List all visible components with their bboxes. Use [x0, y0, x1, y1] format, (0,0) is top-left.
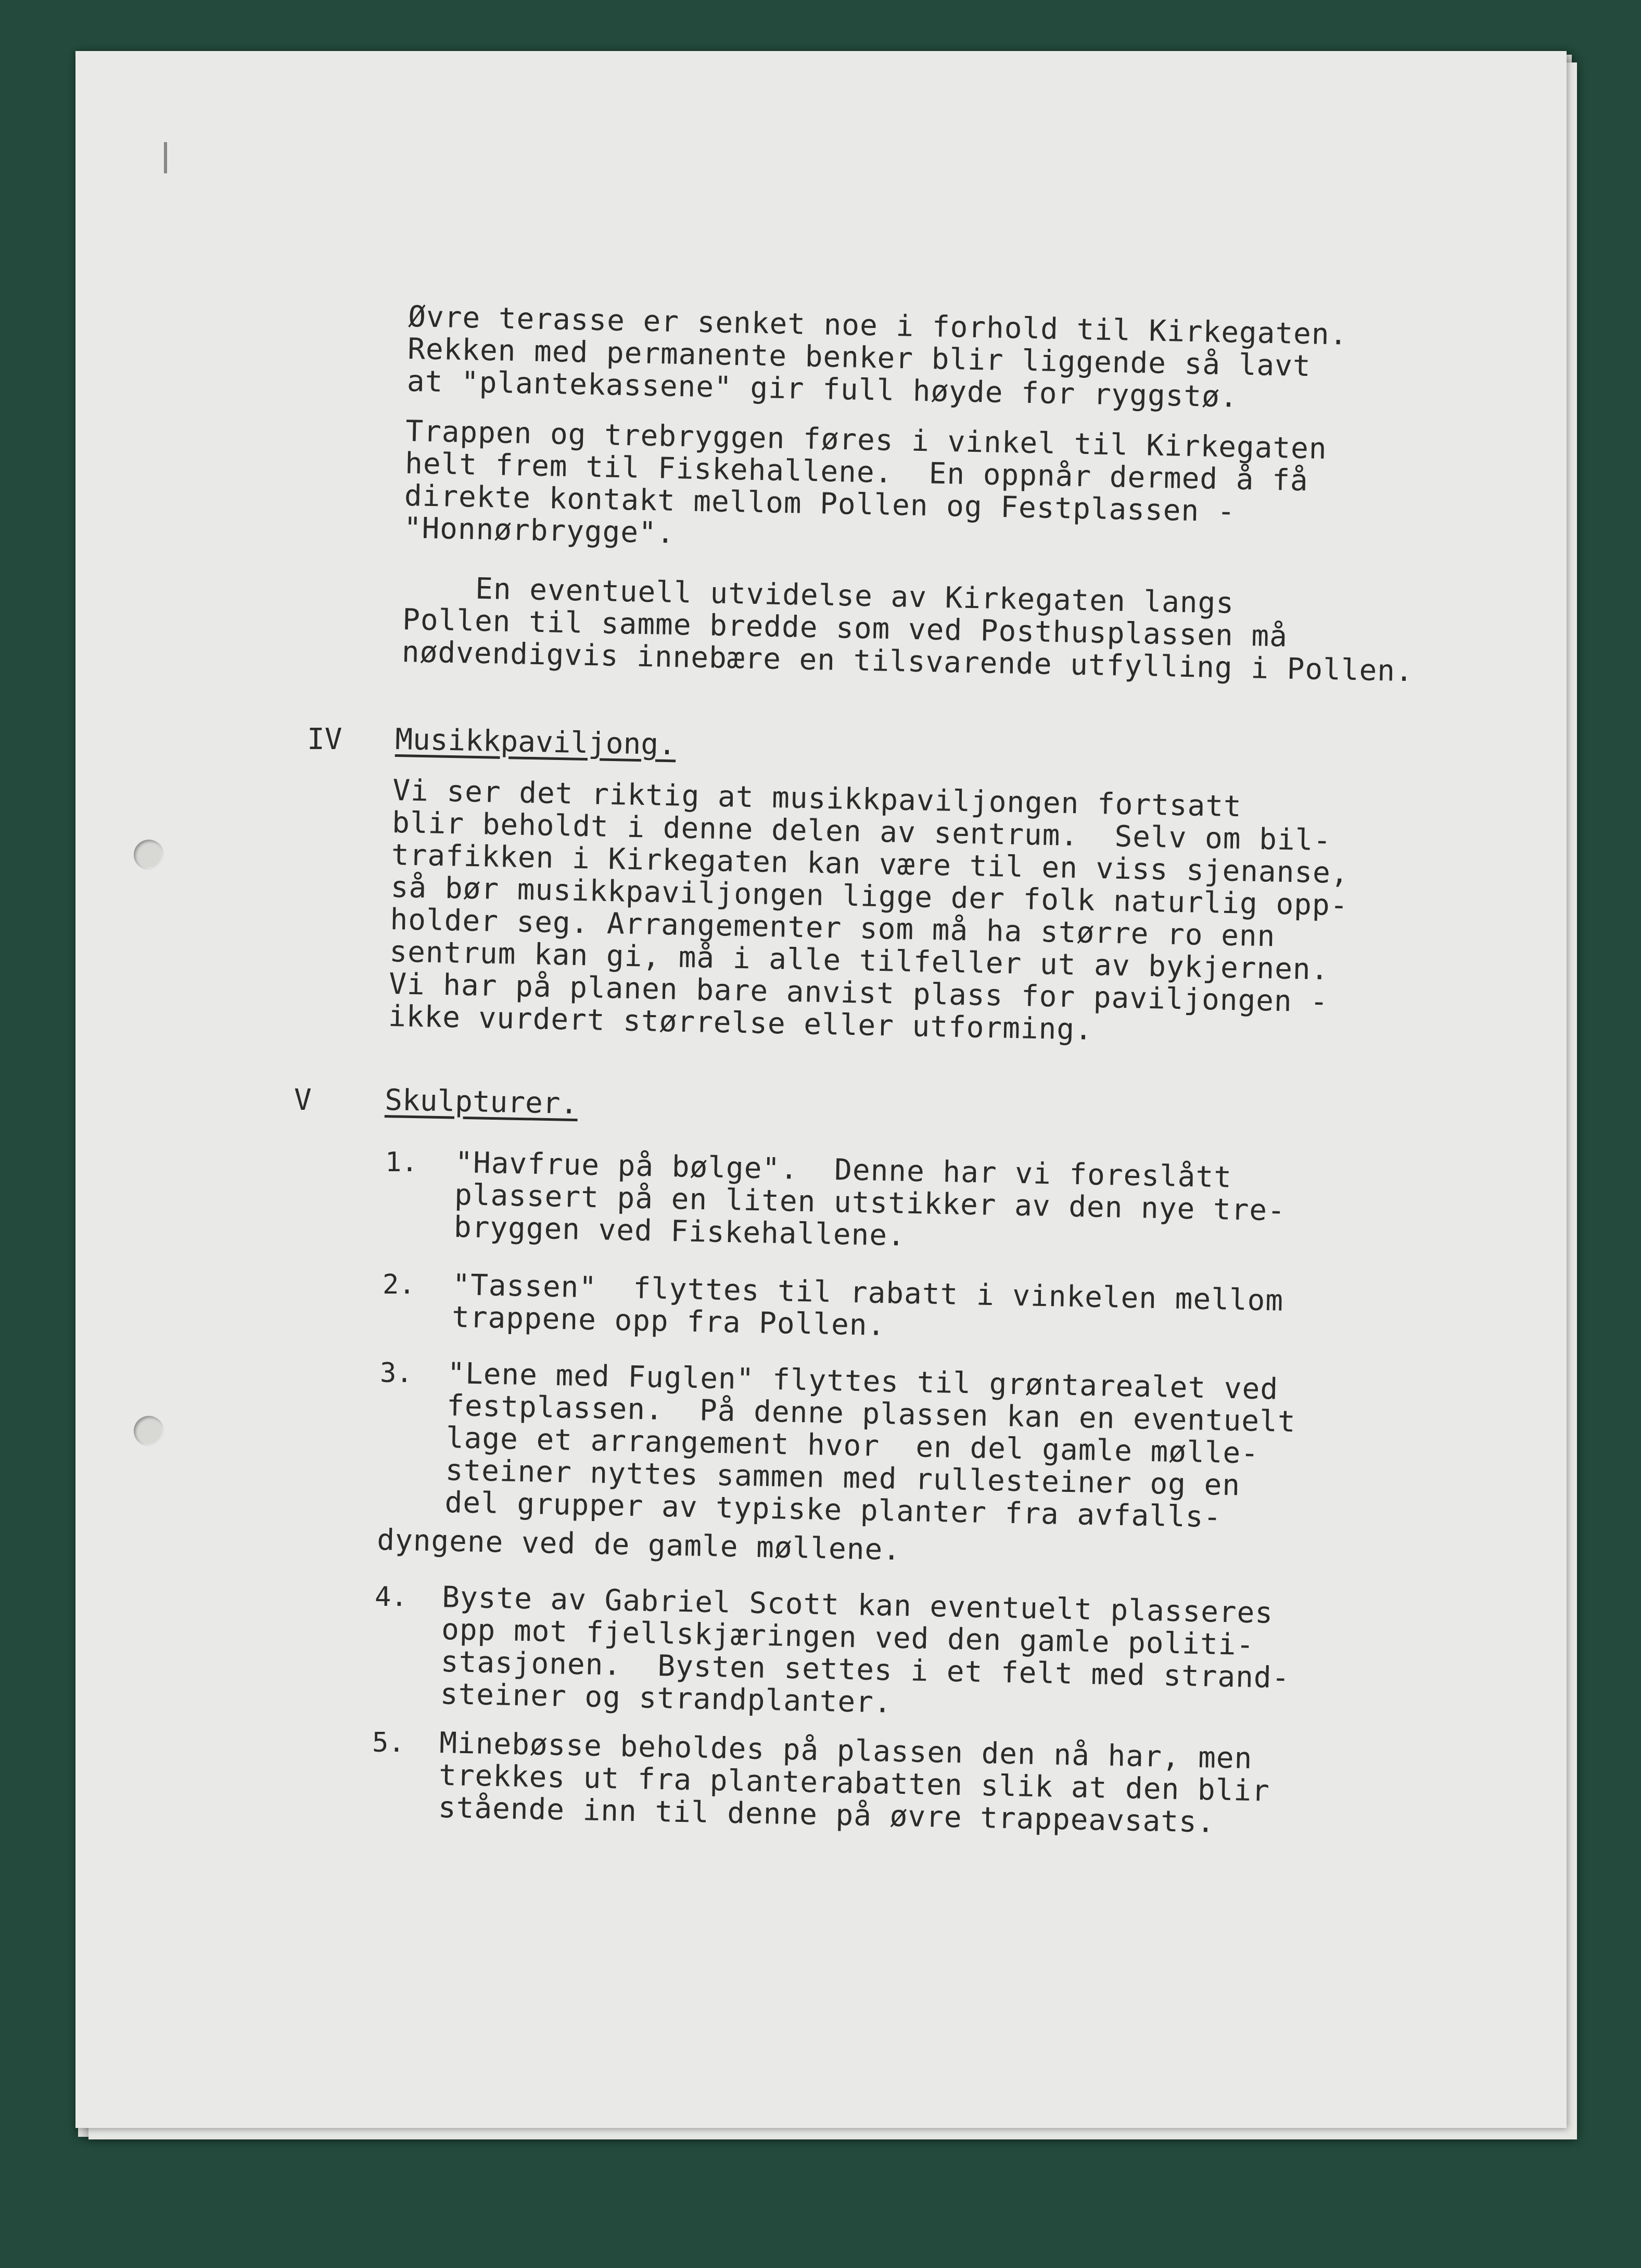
item-2-text: "Tassen" flyttes til rabatt i vinkelen mellom trappene opp fra Pollen.	[451, 1268, 1284, 1342]
item-4-text: Byste av Gabriel Scott kan eventuelt plasseres opp mot fjellskjæringen ved den gamle politi- stasjonen. Bysten settes i et felt med strand- steiner og strandplanter.	[440, 1580, 1290, 1720]
item-1-text: "Havfrue på bølge". Denne har vi foreslått plassert på en liten utstikker av den nye tre- bryggen ved Fiskehallene.	[453, 1146, 1286, 1253]
section-iv-title: Musikkpaviljong.	[395, 723, 677, 762]
item-3-continuation: dyngene ved de gamle møllene.	[376, 1523, 901, 1567]
item-3-number: 3.	[380, 1358, 413, 1389]
item-4-number: 4.	[375, 1581, 408, 1613]
item-1-number: 1.	[385, 1147, 418, 1178]
item-5-text: Minebøsse beholdes på plassen den nå har, men trekkes ut fra planterabatten slik at den blir stående inn til denne på øvre trappeavsats.	[438, 1726, 1270, 1840]
item-5-number: 5.	[372, 1727, 405, 1758]
punch-hole-upper	[134, 840, 164, 870]
section-v-number: V	[294, 1083, 312, 1117]
paragraph-stairs: Trappen og trebryggen føres i vinkel til Kirkegaten helt frem til Fiskehallene. En oppnår dermed å få direkte kontakt mellom Pollen og Festplassen - "Honnørbrygge".	[403, 414, 1328, 550]
paragraph-widening: En eventuell utvidelse av Kirkegaten langs Pollen til samme bredde som ved Posthusplassen må nødvendigvis innebære en tilsvarende utfylling i Pollen.	[401, 571, 1414, 689]
item-2-number: 2.	[383, 1269, 415, 1300]
document-page	[75, 51, 1567, 2128]
paragraph-terrace: Øvre terasse er senket noe i forhold til Kirkegaten. Rekken med permanente benker blir liggende så lavt at "plantekassene" gir full høyde for ryggstø.	[406, 300, 1348, 414]
punch-hole-lower	[134, 1416, 164, 1446]
margin-mark	[164, 142, 167, 173]
section-v-title: Skulpturer.	[384, 1083, 578, 1121]
section-iv-body: Vi ser det riktig at musikkpaviljongen fortsatt blir beholdt i denne delen av sentrum. Selv om bil- trafikken i Kirkegaten kan være til en viss sjenanse, så bør musikkpaviljongen ligge der folk naturlig opp- holder seg. Arrangementer som må ha større ro enn sentrum kan gi, må i alle tilfeller ut av bykjernen. Vi har på planen bare anvist plass for paviljongen - ikke vurdert størrelse eller utforming.	[388, 774, 1350, 1047]
section-iv-number: IV	[307, 723, 342, 756]
item-3-text: "Lene med Fuglen" flyttes til grøntarealet ved festplassen. På denne plassen kan en eventuelt lage et arrangement hvor en del gamle mølle- steiner nyttes sammen med rullesteiner og en del grupper av typiske planter fra avfalls-	[444, 1357, 1296, 1535]
